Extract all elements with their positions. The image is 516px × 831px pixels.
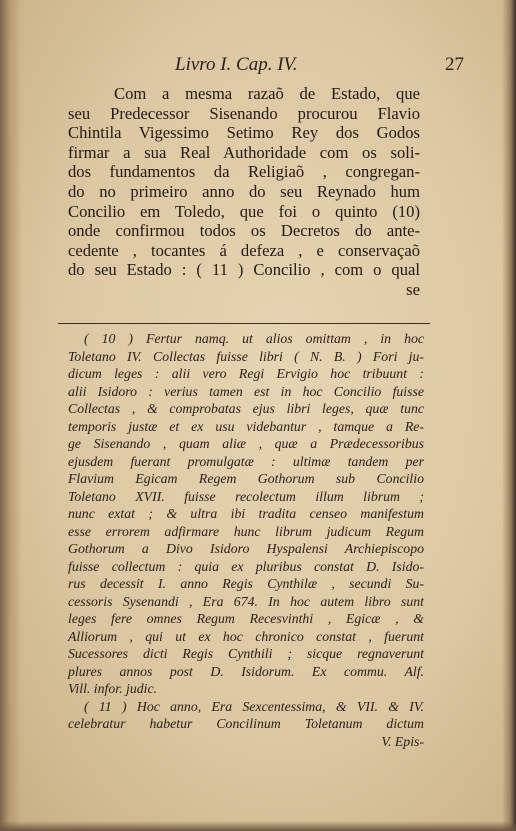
text-line: seu Predecessor Sisenando procurou Flavio bbox=[68, 103, 420, 123]
footnote-line: Sucessores dicti Regis Cynthili ; sicque regnaverunt bbox=[68, 646, 424, 661]
footnote-line: fuisse collectum : quia ex pluribus constat D. Isido- bbox=[68, 558, 424, 574]
footnote-line: rus decessit I. anno Regis Cynthilæ , secundi Su- bbox=[68, 576, 424, 591]
footnote-line: leges fere omnes Regum Recesvinthi , Egicæ , & bbox=[68, 611, 424, 626]
footnotes-block bbox=[68, 330, 424, 750]
page-bottom-shadow bbox=[0, 821, 516, 831]
text-line: do no primeiro anno do seu Reynado hum bbox=[68, 181, 420, 201]
footnote-line: esse errorem adfirmare hunc librum judicum Regum bbox=[68, 523, 424, 539]
footnote-line: Vill. infor. judic. bbox=[68, 681, 158, 696]
footnote-line: ge Sisenando , quam aliæ , quæ a Prædecessoribus bbox=[68, 436, 424, 451]
footnote-line: Toletano XVII. fuisse recolectum illum librum ; bbox=[68, 488, 424, 504]
text-line: Chintila Vigessimo Setimo Rey dos Godos bbox=[68, 123, 420, 143]
footnote-rule bbox=[58, 323, 430, 324]
text-line: Com a mesma razaõ de Estado, que bbox=[114, 84, 420, 103]
footnote-line: nunc extat ; & ultra ibi tradita censeo manifestum bbox=[68, 506, 424, 521]
footnote-line: alii Isidoro : verius tamen est in hoc Concilio fuisse bbox=[68, 383, 424, 399]
binding-gutter-shadow bbox=[0, 0, 22, 831]
footnote-line: ( 10 ) Fertur namq. ut alios omittam , in hoc bbox=[84, 331, 424, 346]
running-title: Livro I. Cap. IV. bbox=[175, 54, 298, 75]
text-line: do seu Estado : ( 11 ) Concilio , com o qual bbox=[68, 260, 420, 280]
page-number: 27 bbox=[445, 54, 464, 75]
footnote-line: dicum leges : alii vero Regi Ervigio hoc tribuunt : bbox=[68, 366, 424, 381]
catchword: V. Epis- bbox=[381, 733, 424, 749]
text-line: onde confirmou todos os Decretos do ante- bbox=[68, 221, 420, 241]
footnote-line: cessoris Sysenandi , Era 674. In hoc autem libro sunt bbox=[68, 593, 424, 609]
footnote-line: temporis justæ et ex usu videbantur , tamque a Re- bbox=[68, 418, 424, 434]
footnote-line: ( 11 ) Hoc anno, Era Sexcentessima, & VII. & IV. bbox=[84, 698, 424, 714]
footnote-line: plures annos post D. Isidorum. Ex commu. Alf. bbox=[68, 663, 424, 679]
footnote-line: Flavium Egicam Regem Gothorum sub Concilio bbox=[68, 471, 424, 486]
footnote-line: Alliorum , qui ut ex hoc chronico constat , fuerunt bbox=[68, 628, 424, 644]
text-line: Concilio em Toledo, que foi o quinto (10) bbox=[68, 201, 420, 221]
footnote-line: celebratur habetur Concilinum Toletanum dictum bbox=[68, 716, 424, 731]
page-header bbox=[60, 54, 480, 78]
text-line: dos fundamentos da Religiaõ , congregan- bbox=[68, 162, 420, 182]
footnote-line: Toletano IV. Collectas fuisse libri ( N. B. ) Fori ju- bbox=[68, 348, 424, 364]
footnote-line: Collectas , & comprobatas ejus libri leges, quæ tunc bbox=[68, 401, 424, 416]
footnote-line: Gothorum a Divo Isidoro Hyspalensi Archiepiscopo bbox=[68, 541, 424, 556]
text-line: firmar a sua Real Authoridade com os soli- bbox=[68, 142, 420, 162]
text-line: cedente , tocantes á defeza , e conservaçaõ bbox=[68, 240, 420, 260]
catchword: se bbox=[406, 279, 420, 299]
footnote-line: ejusdem fuerant promulgatæ : ultimæ tandem per bbox=[68, 453, 424, 469]
page-edge-shadow bbox=[502, 0, 516, 831]
main-text-block bbox=[68, 84, 420, 300]
